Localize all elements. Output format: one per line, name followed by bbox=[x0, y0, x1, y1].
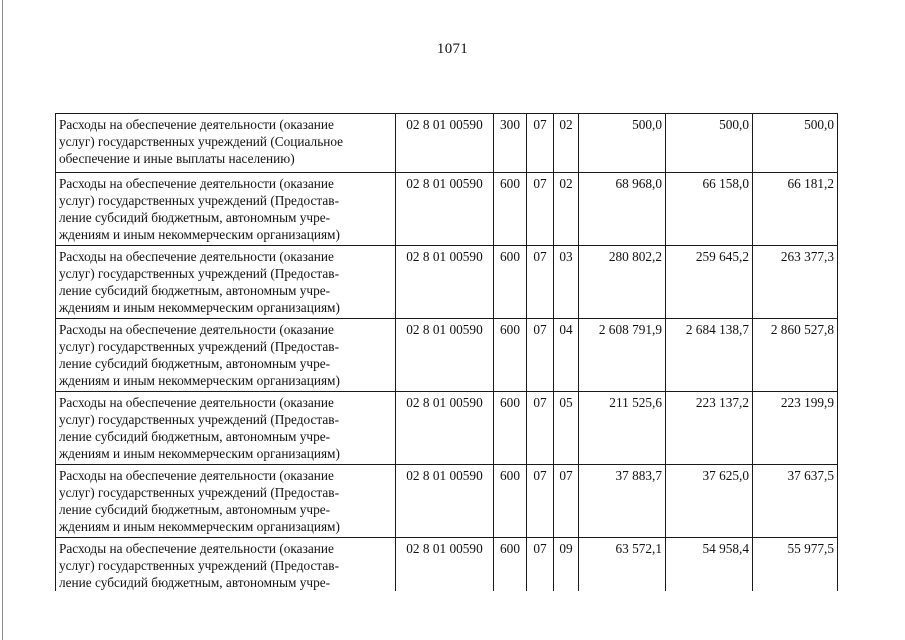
description-line: Расходы на обеспечение деятельности (оказание bbox=[59, 176, 334, 191]
subsection-cell: 09 bbox=[554, 538, 579, 592]
amount-year-1-cell: 280 802,2 bbox=[579, 246, 666, 319]
description-line: ление субсидий бюджетным, автономным учре- bbox=[59, 575, 331, 590]
expense-description bbox=[56, 319, 396, 392]
amount-year-3-cell: 37 637,5 bbox=[753, 465, 838, 538]
description-line: услуг) государственных учреждений (Предостав- bbox=[59, 412, 339, 427]
amount-year-2-cell: 223 137,2 bbox=[666, 392, 753, 465]
amount-year-2-cell: 37 625,0 bbox=[666, 465, 753, 538]
amount-year-3-cell: 263 377,3 bbox=[753, 246, 838, 319]
target-code-cell: 02 8 01 00590 bbox=[396, 114, 494, 173]
amount-year-1-cell: 37 883,7 bbox=[579, 465, 666, 538]
target-code-cell: 02 8 01 00590 bbox=[396, 173, 494, 246]
table-row bbox=[56, 392, 838, 465]
subsection-cell: 02 bbox=[554, 114, 579, 173]
description-line: Расходы на обеспечение деятельности (оказание bbox=[59, 322, 334, 337]
description-line: Расходы на обеспечение деятельности (оказание bbox=[59, 117, 334, 132]
description-line: услуг) государственных учреждений (Предостав- bbox=[59, 485, 339, 500]
expense-type-cell: 600 bbox=[494, 173, 527, 246]
amount-year-1-cell: 211 525,6 bbox=[579, 392, 666, 465]
section-cell: 07 bbox=[527, 319, 554, 392]
amount-year-2-cell: 66 158,0 bbox=[666, 173, 753, 246]
description-line: ждениям и иным некоммерческим организациям) bbox=[59, 227, 340, 242]
amount-year-1-cell: 500,0 bbox=[579, 114, 666, 173]
description-line: услуг) государственных учреждений (Предостав- bbox=[59, 266, 339, 281]
amount-year-3-cell: 2 860 527,8 bbox=[753, 319, 838, 392]
amount-year-3-cell: 66 181,2 bbox=[753, 173, 838, 246]
amount-year-1-cell: 63 572,1 bbox=[579, 538, 666, 592]
expense-type-cell: 600 bbox=[494, 538, 527, 592]
description-line: обеспечение и иные выплаты населению) bbox=[59, 151, 295, 166]
section-cell: 07 bbox=[527, 538, 554, 592]
amount-year-2-cell: 500,0 bbox=[666, 114, 753, 173]
description-line: ждениям и иным некоммерческим организациям) bbox=[59, 519, 340, 534]
target-code-cell: 02 8 01 00590 bbox=[396, 465, 494, 538]
section-cell: 07 bbox=[527, 465, 554, 538]
expense-description bbox=[56, 392, 396, 465]
amount-year-1-cell: 68 968,0 bbox=[579, 173, 666, 246]
subsection-cell: 07 bbox=[554, 465, 579, 538]
amount-year-3-cell: 55 977,5 bbox=[753, 538, 838, 592]
description-line: ление субсидий бюджетным, автономным учре- bbox=[59, 429, 331, 444]
description-line: Расходы на обеспечение деятельности (оказание bbox=[59, 395, 334, 410]
subsection-cell: 05 bbox=[554, 392, 579, 465]
target-code-cell: 02 8 01 00590 bbox=[396, 392, 494, 465]
expense-type-cell: 600 bbox=[494, 392, 527, 465]
section-cell: 07 bbox=[527, 246, 554, 319]
description-line: Расходы на обеспечение деятельности (оказание bbox=[59, 249, 334, 264]
expense-description bbox=[56, 538, 396, 592]
description-line: услуг) государственных учреждений (Предостав- bbox=[59, 558, 339, 573]
amount-year-3-cell: 500,0 bbox=[753, 114, 838, 173]
section-cell: 07 bbox=[527, 114, 554, 173]
amount-year-1-cell: 2 608 791,9 bbox=[579, 319, 666, 392]
section-cell: 07 bbox=[527, 173, 554, 246]
expense-type-cell: 300 bbox=[494, 114, 527, 173]
expense-description bbox=[56, 114, 396, 173]
subsection-cell: 03 bbox=[554, 246, 579, 319]
description-line: ждениям и иным некоммерческим организациям) bbox=[59, 300, 340, 315]
subsection-cell: 02 bbox=[554, 173, 579, 246]
description-line: ждениям и иным некоммерческим организациям) bbox=[59, 373, 340, 388]
budget-table bbox=[55, 113, 838, 591]
description-line: ление субсидий бюджетным, автономным учре- bbox=[59, 210, 331, 225]
section-cell: 07 bbox=[527, 392, 554, 465]
target-code-cell: 02 8 01 00590 bbox=[396, 319, 494, 392]
expense-description bbox=[56, 465, 396, 538]
description-line: услуг) государственных учреждений (Предостав- bbox=[59, 339, 339, 354]
table-row bbox=[56, 538, 838, 592]
description-line: Расходы на обеспечение деятельности (оказание bbox=[59, 468, 334, 483]
expense-type-cell: 600 bbox=[494, 465, 527, 538]
expense-description bbox=[56, 173, 396, 246]
expense-description bbox=[56, 246, 396, 319]
description-line: услуг) государственных учреждений (Социальное bbox=[59, 134, 344, 149]
description-line: ление субсидий бюджетным, автономным учре- bbox=[59, 356, 331, 371]
budget-table-body bbox=[56, 114, 838, 592]
target-code-cell: 02 8 01 00590 bbox=[396, 538, 494, 592]
description-line: услуг) государственных учреждений (Предостав- bbox=[59, 193, 339, 208]
target-code-cell: 02 8 01 00590 bbox=[396, 246, 494, 319]
page-edge-line bbox=[2, 0, 3, 640]
description-line: ление субсидий бюджетным, автономным учре- bbox=[59, 283, 331, 298]
description-line: ждениям и иным некоммерческим организациям) bbox=[59, 446, 340, 461]
amount-year-3-cell: 223 199,9 bbox=[753, 392, 838, 465]
amount-year-2-cell: 2 684 138,7 bbox=[666, 319, 753, 392]
table-row bbox=[56, 246, 838, 319]
description-line: Расходы на обеспечение деятельности (оказание bbox=[59, 541, 334, 556]
page-number: 1071 bbox=[436, 41, 469, 57]
amount-year-2-cell: 54 958,4 bbox=[666, 538, 753, 592]
table-row bbox=[56, 465, 838, 538]
table-row bbox=[56, 319, 838, 392]
amount-year-2-cell: 259 645,2 bbox=[666, 246, 753, 319]
table-row bbox=[56, 114, 838, 173]
expense-type-cell: 600 bbox=[494, 246, 527, 319]
description-line: ление субсидий бюджетным, автономным учре- bbox=[59, 502, 331, 517]
expense-type-cell: 600 bbox=[494, 319, 527, 392]
table-row bbox=[56, 173, 838, 246]
subsection-cell: 04 bbox=[554, 319, 579, 392]
